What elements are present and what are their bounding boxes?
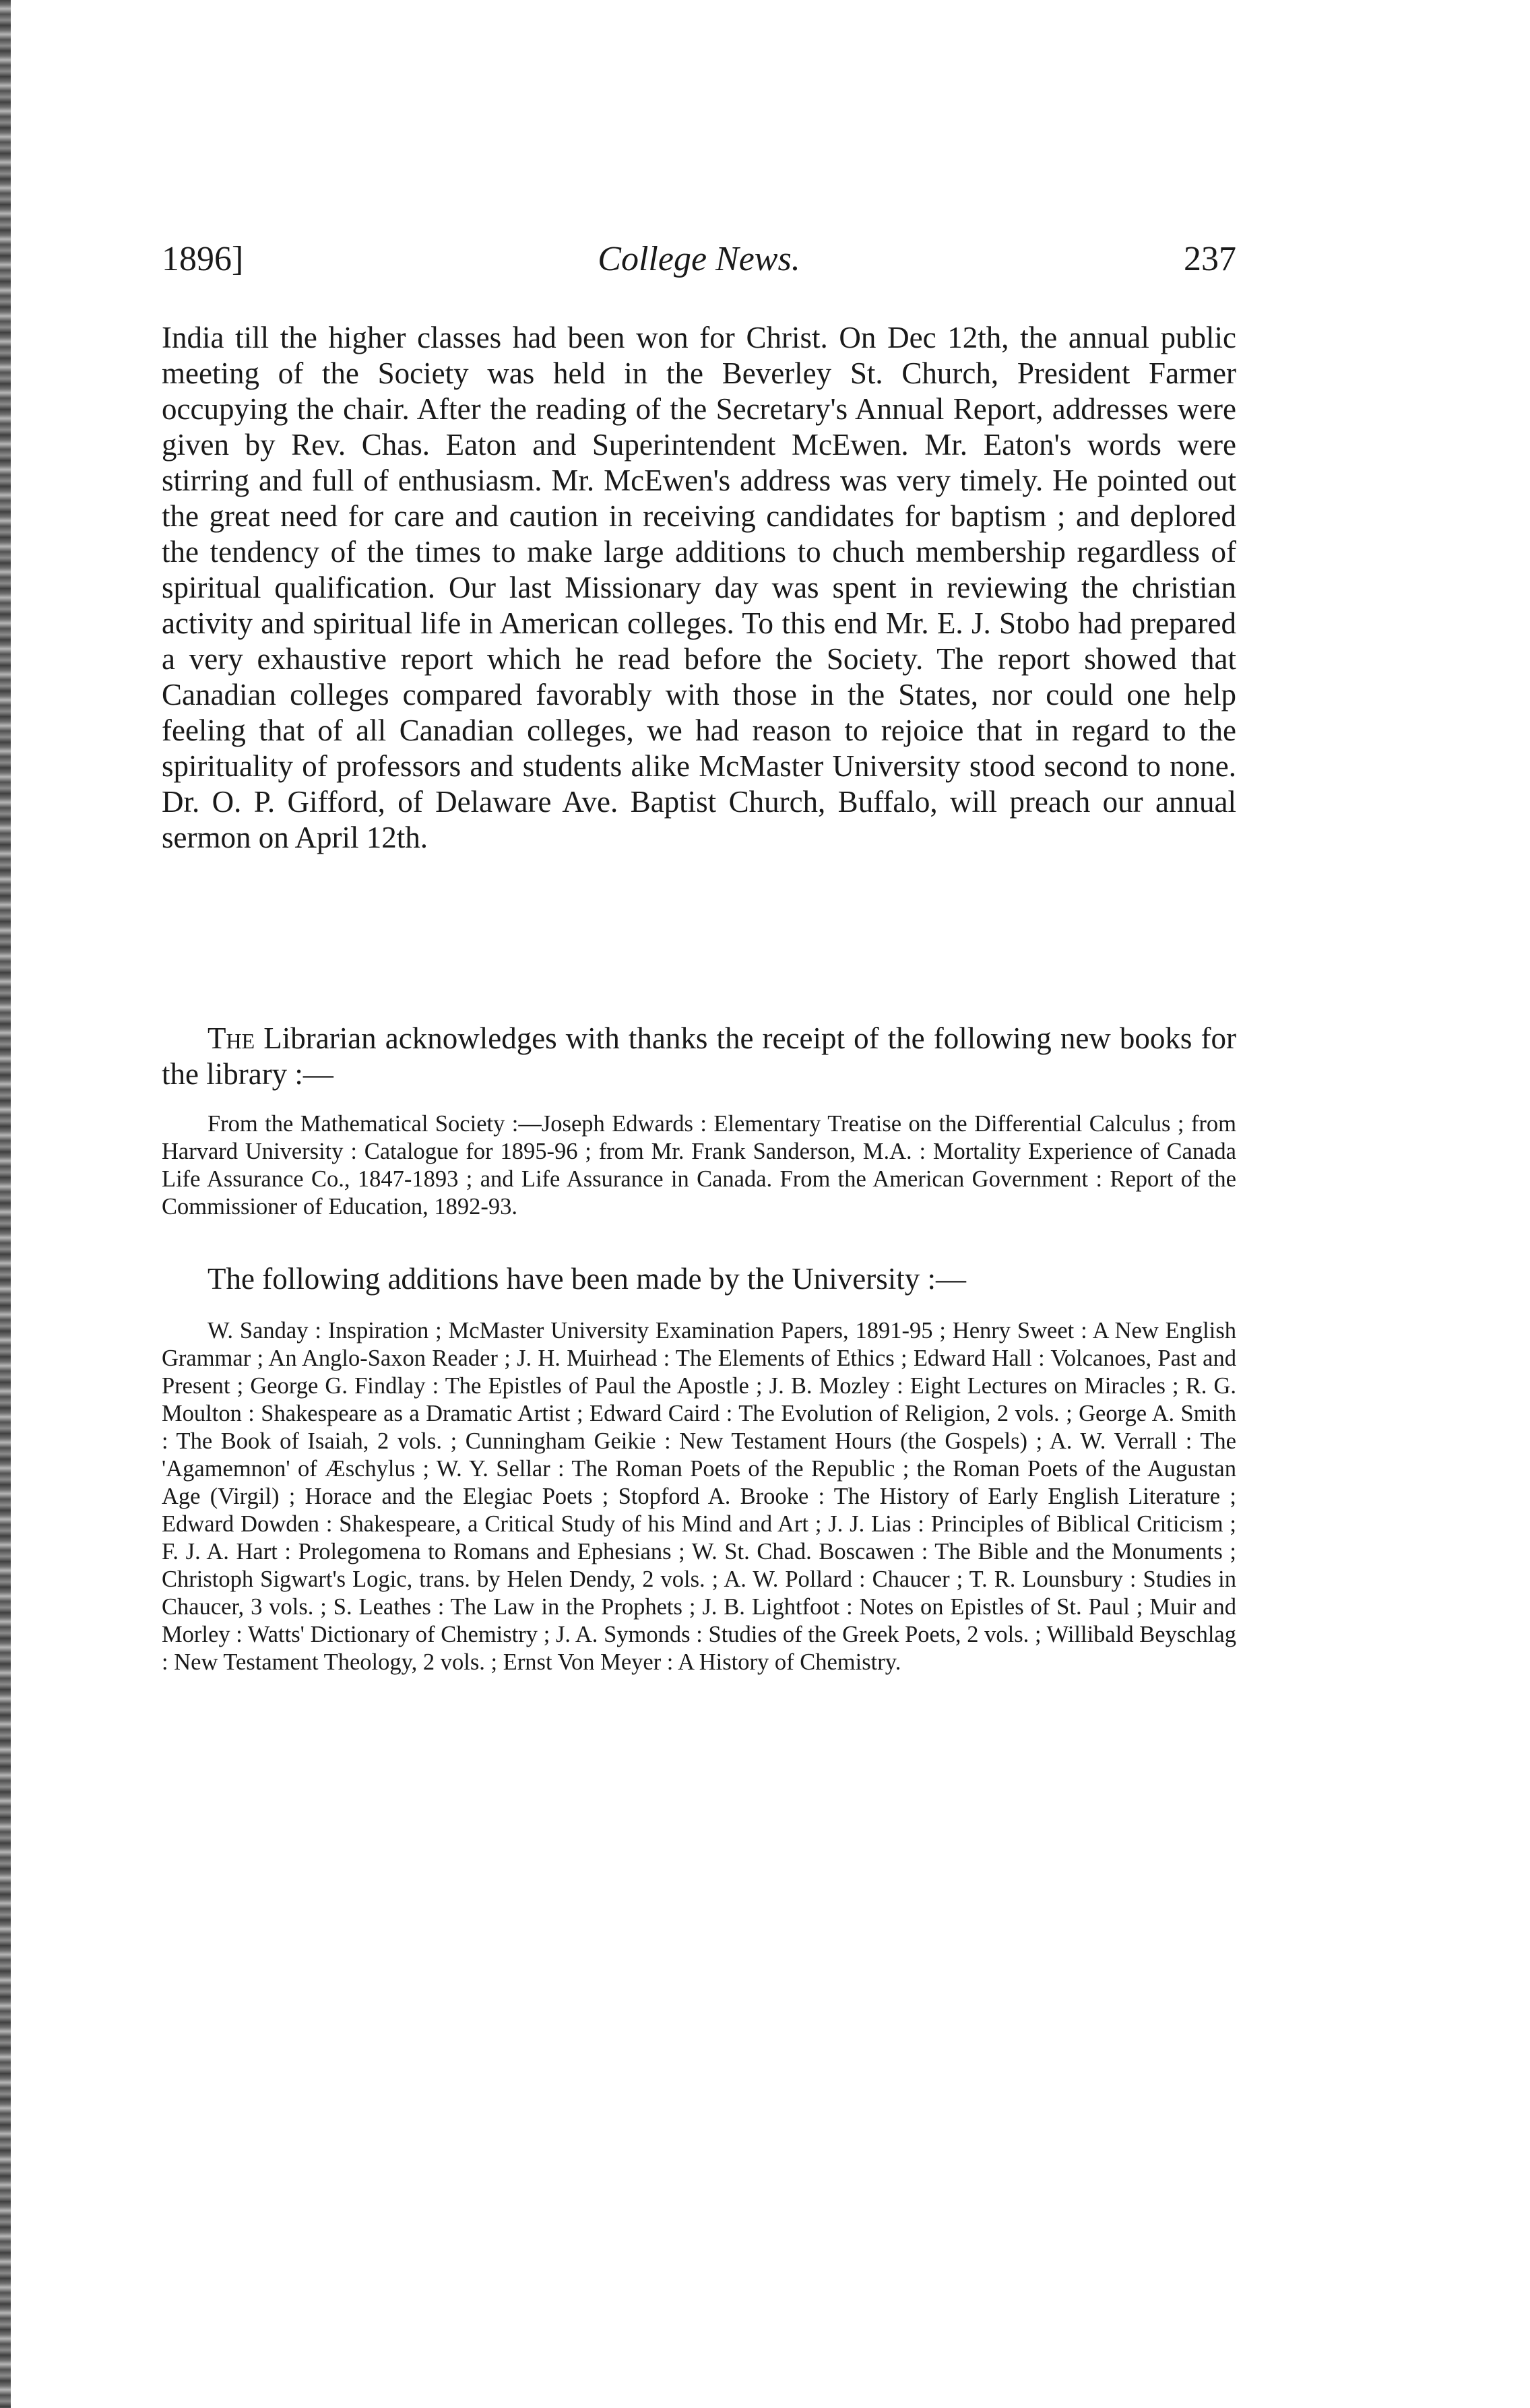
donations-list: From the Mathematical Society :—Joseph Edwards : Elementary Treatise on the Differential Calculus ; from Harvard University : Catalogue for 1895-96 ; from Mr. Frank Sanderson, M.A. : Mortality Experience of Canada Life Assurance Co., 1847-1893 ; and Life Assurance in Canada. From the American Government : Report of the Commissioner of Education, 1892-93. — [162, 1111, 1236, 1219]
librarian-lead-word: The — [208, 1021, 255, 1055]
society-report-paragraph: India till the higher classes had been won for Christ. On Dec 12th, the annual public meeting of the Society was held in the Beverley St. Church, President Farmer occupying the chair. After the reading of the Secretary's Annual Report, addresses were given by Rev. Chas. Eaton and Superintendent McEwen. Mr. Eaton's words were stirring and full of enthusiasm. Mr. McEwen's address was very timely. He pointed out the great need for care and caution in receiving candidates for baptism ; and deplored the tendency of the times to make large additions to chuch membership regardless of spiritual qualification. Our last Missionary day was spent in reviewing the christian activity and spiritual life in American colleges. To this end Mr. E. J. Stobo had prepared a very exhaustive report which he read before the Society. The report showed that Canadian colleges compared favorably with those in the States, nor could one help feeling that of all Canadian colleges, we had reason to rejoice that in regard to the spirituality of professors and students alike McMaster University stood second to none. Dr. O. P. Gifford, of Delaware Ave. Baptist Church, Buffalo, will preach our annual sermon on April 12th. — [162, 321, 1236, 854]
header-title: College News. — [598, 240, 800, 278]
page-number: 237 — [1184, 240, 1236, 278]
running-header — [162, 232, 1236, 286]
university-additions-heading: The following additions have been made by the University :— — [208, 1262, 966, 1296]
librarian-paragraph — [162, 1021, 1236, 1092]
university-additions-list: W. Sanday : Inspiration ; McMaster University Examination Papers, 1891-95 ; Henry Sweet : A New English Grammar ; An Anglo-Saxon Reader ; J. H. Muirhead : The Elements of Ethics ; Edward Hall : Volcanoes, Past and Present ; George G. Findlay : The Epistles of Paul the Apostle ; J. B. Mozley : Eight Lectures on Miracles ; R. G. Moulton : Shakespeare as a Dramatic Artist ; Edward Caird : The Evolution of Religion, 2 vols. ; George A. Smith : The Book of Isaiah, 2 vols. ; Cunningham Geikie : New Testament Hours (the Gospels) ; A. W. Verrall : The 'Agamemnon' of Æschylus ; W. Y. Sellar : The Roman Poets of the Republic ; the Roman Poets of the Augustan Age (Virgil) ; Horace and the Elegiac Poets ; Stopford A. Brooke : The History of Early English Literature ; Edward Dowden : Shakespeare, a Critical Study of his Mind and Art ; J. J. Lias : Principles of Biblical Criticism ; F. J. A. Hart : Prolegomena to Romans and Ephesians ; W. St. Chad. Boscawen : The Bible and the Monuments ; Christoph Sigwart's Logic, trans. by Helen Dendy, 2 vols. ; A. W. Pollard : Chaucer ; T. R. Lounsbury : Studies in Chaucer, 3 vols. ; S. Leathes : The Law in the Prophets ; J. B. Lightfoot : Notes on Epistles of St. Paul ; Muir and Morley : Watts' Dictionary of Chemistry ; J. A. Symonds : Studies of the Greek Poets, 2 vols. ; Willibald Beyschlag : New Testament Theology, 2 vols. ; Ernst Von Meyer : A History of Chemistry. — [162, 1318, 1236, 1675]
scan-edge — [0, 0, 11, 2408]
header-year: 1896] — [162, 240, 244, 278]
librarian-text: Librarian acknowledges with thanks the receipt of the following new books for the library :— — [162, 1021, 1236, 1091]
